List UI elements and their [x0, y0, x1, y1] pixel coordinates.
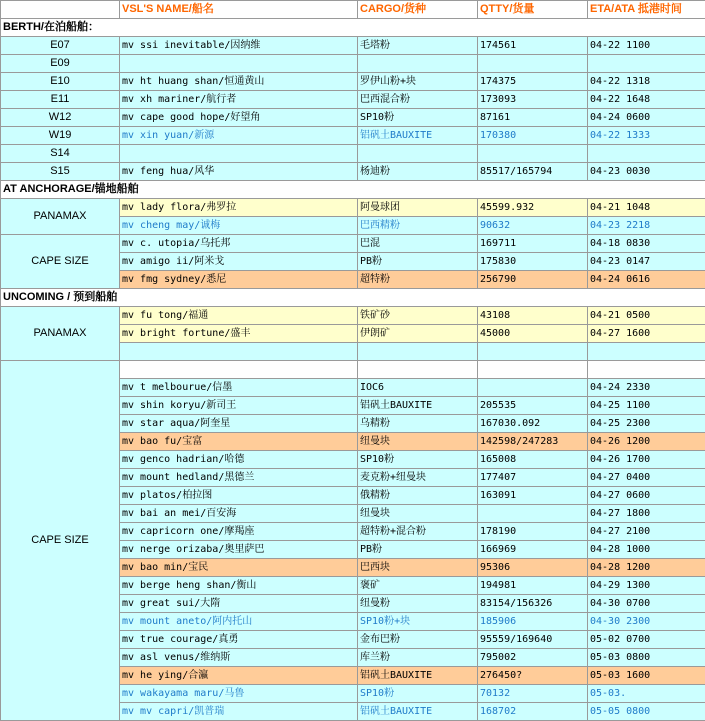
vessel-name-cell: mv great sui/大隋: [120, 595, 358, 613]
qtty-cell: 70132: [478, 685, 588, 703]
qtty-cell: 45000: [478, 325, 588, 343]
table-row: [1, 307, 705, 325]
qtty-cell: 170380: [478, 127, 588, 145]
eta-cell: 04-21 0500: [588, 307, 705, 325]
eta-cell: 04-23 2218: [588, 217, 705, 235]
vessel-name-cell: mv mv capri/凯普瑞: [120, 703, 358, 721]
qtty-cell: [478, 505, 588, 523]
table-row: [1, 361, 705, 379]
cargo-cell: 纽曼块: [358, 505, 478, 523]
qtty-cell: 185906: [478, 613, 588, 631]
vessel-name-cell: mv bright fortune/盛丰: [120, 325, 358, 343]
qtty-cell: 276450?: [478, 667, 588, 685]
vessel-name-cell: mv capricorn one/摩羯座: [120, 523, 358, 541]
header-col-cargo: CARGO/货种: [358, 1, 478, 19]
qtty-cell: [478, 379, 588, 397]
vessel-name-cell: mv c. utopia/乌托邦: [120, 235, 358, 253]
cargo-cell: 麦克粉+纽曼块: [358, 469, 478, 487]
berth-cell: S14: [1, 145, 120, 163]
berth-cell: E10: [1, 73, 120, 91]
cargo-cell: 罗伊山粉+块: [358, 73, 478, 91]
eta-cell: 04-26 1700: [588, 451, 705, 469]
cargo-cell: 铝矾土BAUXITE: [358, 127, 478, 145]
cargo-cell: 伊朗矿: [358, 325, 478, 343]
table-row: [1, 37, 705, 55]
vessel-name-cell: mv fu tong/福通: [120, 307, 358, 325]
qtty-cell: 163091: [478, 487, 588, 505]
eta-cell: 04-23 0030: [588, 163, 705, 181]
eta-cell: [588, 145, 705, 163]
eta-cell: 04-25 2300: [588, 415, 705, 433]
eta-cell: 04-24 0600: [588, 109, 705, 127]
eta-cell: 04-27 1800: [588, 505, 705, 523]
vessel-name-cell: mv amigo ii/阿米戈: [120, 253, 358, 271]
table-row: [1, 235, 705, 253]
qtty-cell: 194981: [478, 577, 588, 595]
section-anchorage: [1, 181, 705, 199]
cargo-cell: [358, 55, 478, 73]
berth-cell: E09: [1, 55, 120, 73]
qtty-cell: [478, 343, 588, 361]
header-col-berth: [1, 1, 120, 19]
cargo-cell: IOC6: [358, 379, 478, 397]
cargo-cell: PB粉: [358, 253, 478, 271]
vessel-name-cell: mv xh mariner/航行者: [120, 91, 358, 109]
cargo-cell: [358, 361, 478, 379]
header-col-qtty: QTTY/货量: [478, 1, 588, 19]
qtty-cell: 174561: [478, 37, 588, 55]
vessel-name-cell: mv shin koryu/新司王: [120, 397, 358, 415]
header-col-eta: ETA/ATA 抵港时间: [588, 1, 705, 19]
eta-cell: 04-22 1100: [588, 37, 705, 55]
eta-cell: 04-24 2330: [588, 379, 705, 397]
section-anchorage-label: AT ANCHORAGE/锚地船舶: [1, 181, 705, 199]
vessel-name-cell: mv fmg sydney/悉尼: [120, 271, 358, 289]
cargo-cell: SP10粉: [358, 109, 478, 127]
cargo-cell: 毛塔粉: [358, 37, 478, 55]
eta-cell: 04-28 1000: [588, 541, 705, 559]
eta-cell: [588, 55, 705, 73]
vessel-name-cell: mv genco hadrian/哈德: [120, 451, 358, 469]
cargo-cell: 俄精粉: [358, 487, 478, 505]
cargo-cell: 金布巴粉: [358, 631, 478, 649]
vessel-name-cell: [120, 343, 358, 361]
eta-cell: 05-03 1600: [588, 667, 705, 685]
vessel-name-cell: mv t melbourue/信墨: [120, 379, 358, 397]
vessel-name-cell: mv berge heng shan/衡山: [120, 577, 358, 595]
section-berth-label: BERTH/在泊船舶：: [1, 19, 705, 37]
eta-cell: 04-22 1333: [588, 127, 705, 145]
vessel-class-cell: PANAMAX: [1, 307, 120, 361]
table-row: [1, 145, 705, 163]
table-row: [1, 109, 705, 127]
vessel-name-cell: mv cape good hope/好望角: [120, 109, 358, 127]
eta-cell: 05-02 0700: [588, 631, 705, 649]
eta-cell: 04-21 1048: [588, 199, 705, 217]
vessel-name-cell: mv true courage/真勇: [120, 631, 358, 649]
cargo-cell: 阿曼球团: [358, 199, 478, 217]
vessel-name-cell: mv lady flora/弗罗拉: [120, 199, 358, 217]
cargo-cell: 铝矾土BAUXITE: [358, 397, 478, 415]
qtty-cell: [478, 55, 588, 73]
cargo-cell: SP10粉: [358, 685, 478, 703]
eta-cell: 04-18 0830: [588, 235, 705, 253]
qtty-cell: 256790: [478, 271, 588, 289]
qtty-cell: 165008: [478, 451, 588, 469]
vessel-name-cell: mv ssi inevitable/因纳维: [120, 37, 358, 55]
qtty-cell: [478, 145, 588, 163]
qtty-cell: 95306: [478, 559, 588, 577]
vessel-name-cell: mv xin yuan/新源: [120, 127, 358, 145]
vessel-name-cell: mv asl venus/维纳斯: [120, 649, 358, 667]
vessel-name-cell: [120, 55, 358, 73]
eta-cell: 04-28 1200: [588, 559, 705, 577]
vessel-class-cell: PANAMAX: [1, 199, 120, 235]
qtty-cell: 90632: [478, 217, 588, 235]
berth-cell: W12: [1, 109, 120, 127]
cargo-cell: 纽曼块: [358, 433, 478, 451]
eta-cell: 04-25 1100: [588, 397, 705, 415]
berth-cell: E11: [1, 91, 120, 109]
qtty-cell: 168702: [478, 703, 588, 721]
eta-cell: 05-05 0800: [588, 703, 705, 721]
section-upcoming-label: UNCOMING / 预到船舶: [1, 289, 705, 307]
vessel-name-cell: mv ht huang shan/恒通黄山: [120, 73, 358, 91]
qtty-cell: 175830: [478, 253, 588, 271]
vessel-name-cell: mv platos/柏拉图: [120, 487, 358, 505]
cargo-cell: 超特粉: [358, 271, 478, 289]
table-row: [1, 199, 705, 217]
eta-cell: 04-26 1200: [588, 433, 705, 451]
cargo-cell: 巴混: [358, 235, 478, 253]
cargo-cell: [358, 145, 478, 163]
cargo-cell: 褒矿: [358, 577, 478, 595]
cargo-cell: 乌精粉: [358, 415, 478, 433]
eta-cell: 04-22 1318: [588, 73, 705, 91]
eta-cell: 05-03.: [588, 685, 705, 703]
table-row: [1, 55, 705, 73]
eta-cell: 04-27 0400: [588, 469, 705, 487]
eta-cell: [588, 343, 705, 361]
qtty-cell: 87161: [478, 109, 588, 127]
berth-cell: S15: [1, 163, 120, 181]
qtty-cell: 43108: [478, 307, 588, 325]
section-berth: [1, 19, 705, 37]
cargo-cell: 铝矾土BAUXITE: [358, 703, 478, 721]
vessel-name-cell: mv feng hua/风华: [120, 163, 358, 181]
vessel-class-cell: CAPE SIZE: [1, 361, 120, 721]
cargo-cell: 杨迪粉: [358, 163, 478, 181]
table-row: [1, 73, 705, 91]
vessel-name-cell: mv he ying/合瀛: [120, 667, 358, 685]
vessel-name-cell: mv bai an mei/百安海: [120, 505, 358, 523]
table-row: [1, 163, 705, 181]
vessel-class-cell: CAPE SIZE: [1, 235, 120, 289]
qtty-cell: 173093: [478, 91, 588, 109]
table-row: [1, 127, 705, 145]
eta-cell: 04-27 1600: [588, 325, 705, 343]
eta-cell: 04-27 2100: [588, 523, 705, 541]
vessel-name-cell: mv wakayama maru/马鲁: [120, 685, 358, 703]
cargo-cell: 巴西混合粉: [358, 91, 478, 109]
qtty-cell: 166969: [478, 541, 588, 559]
eta-cell: 04-30 0700: [588, 595, 705, 613]
cargo-cell: 铁矿砂: [358, 307, 478, 325]
eta-cell: 04-23 0147: [588, 253, 705, 271]
qtty-cell: 167030.092: [478, 415, 588, 433]
vessel-name-cell: mv mount aneto/阿内托山: [120, 613, 358, 631]
cargo-cell: PB粉: [358, 541, 478, 559]
vessel-name-cell: mv cheng may/诚梅: [120, 217, 358, 235]
qtty-cell: 177407: [478, 469, 588, 487]
qtty-cell: [478, 361, 588, 379]
cargo-cell: 纽曼粉: [358, 595, 478, 613]
cargo-cell: 库兰粉: [358, 649, 478, 667]
section-upcoming: [1, 289, 705, 307]
qtty-cell: 178190: [478, 523, 588, 541]
eta-cell: 05-03 0800: [588, 649, 705, 667]
qtty-cell: 83154/156326: [478, 595, 588, 613]
qtty-cell: 174375: [478, 73, 588, 91]
vessel-name-cell: mv bao min/宝民: [120, 559, 358, 577]
vessel-name-cell: mv mount hedland/黑德兰: [120, 469, 358, 487]
cargo-cell: [358, 343, 478, 361]
berth-cell: W19: [1, 127, 120, 145]
vessel-name-cell: mv nerge orizaba/奥里萨巴: [120, 541, 358, 559]
qtty-cell: 85517/165794: [478, 163, 588, 181]
eta-cell: 04-30 2300: [588, 613, 705, 631]
cargo-cell: SP10粉+块: [358, 613, 478, 631]
qtty-cell: 95559/169640: [478, 631, 588, 649]
vessel-name-cell: mv bao fu/宝富: [120, 433, 358, 451]
eta-cell: 04-22 1648: [588, 91, 705, 109]
eta-cell: 04-27 0600: [588, 487, 705, 505]
vessel-name-cell: [120, 361, 358, 379]
cargo-cell: 超特粉+混合粉: [358, 523, 478, 541]
eta-cell: 04-24 0616: [588, 271, 705, 289]
vessel-name-cell: mv star aqua/阿奎星: [120, 415, 358, 433]
qtty-cell: 205535: [478, 397, 588, 415]
header-col-vessel: VSL'S NAME/船名: [120, 1, 358, 19]
table-row: [1, 91, 705, 109]
eta-cell: 04-29 1300: [588, 577, 705, 595]
cargo-cell: 巴西块: [358, 559, 478, 577]
qtty-cell: 169711: [478, 235, 588, 253]
qtty-cell: 45599.932: [478, 199, 588, 217]
qtty-cell: 142598/247283: [478, 433, 588, 451]
qtty-cell: 795002: [478, 649, 588, 667]
berth-cell: E07: [1, 37, 120, 55]
cargo-cell: 铝矾土BAUXITE: [358, 667, 478, 685]
cargo-cell: SP10粉: [358, 451, 478, 469]
eta-cell: [588, 361, 705, 379]
vessel-name-cell: [120, 145, 358, 163]
cargo-cell: 巴西精粉: [358, 217, 478, 235]
header-row: [1, 1, 705, 19]
